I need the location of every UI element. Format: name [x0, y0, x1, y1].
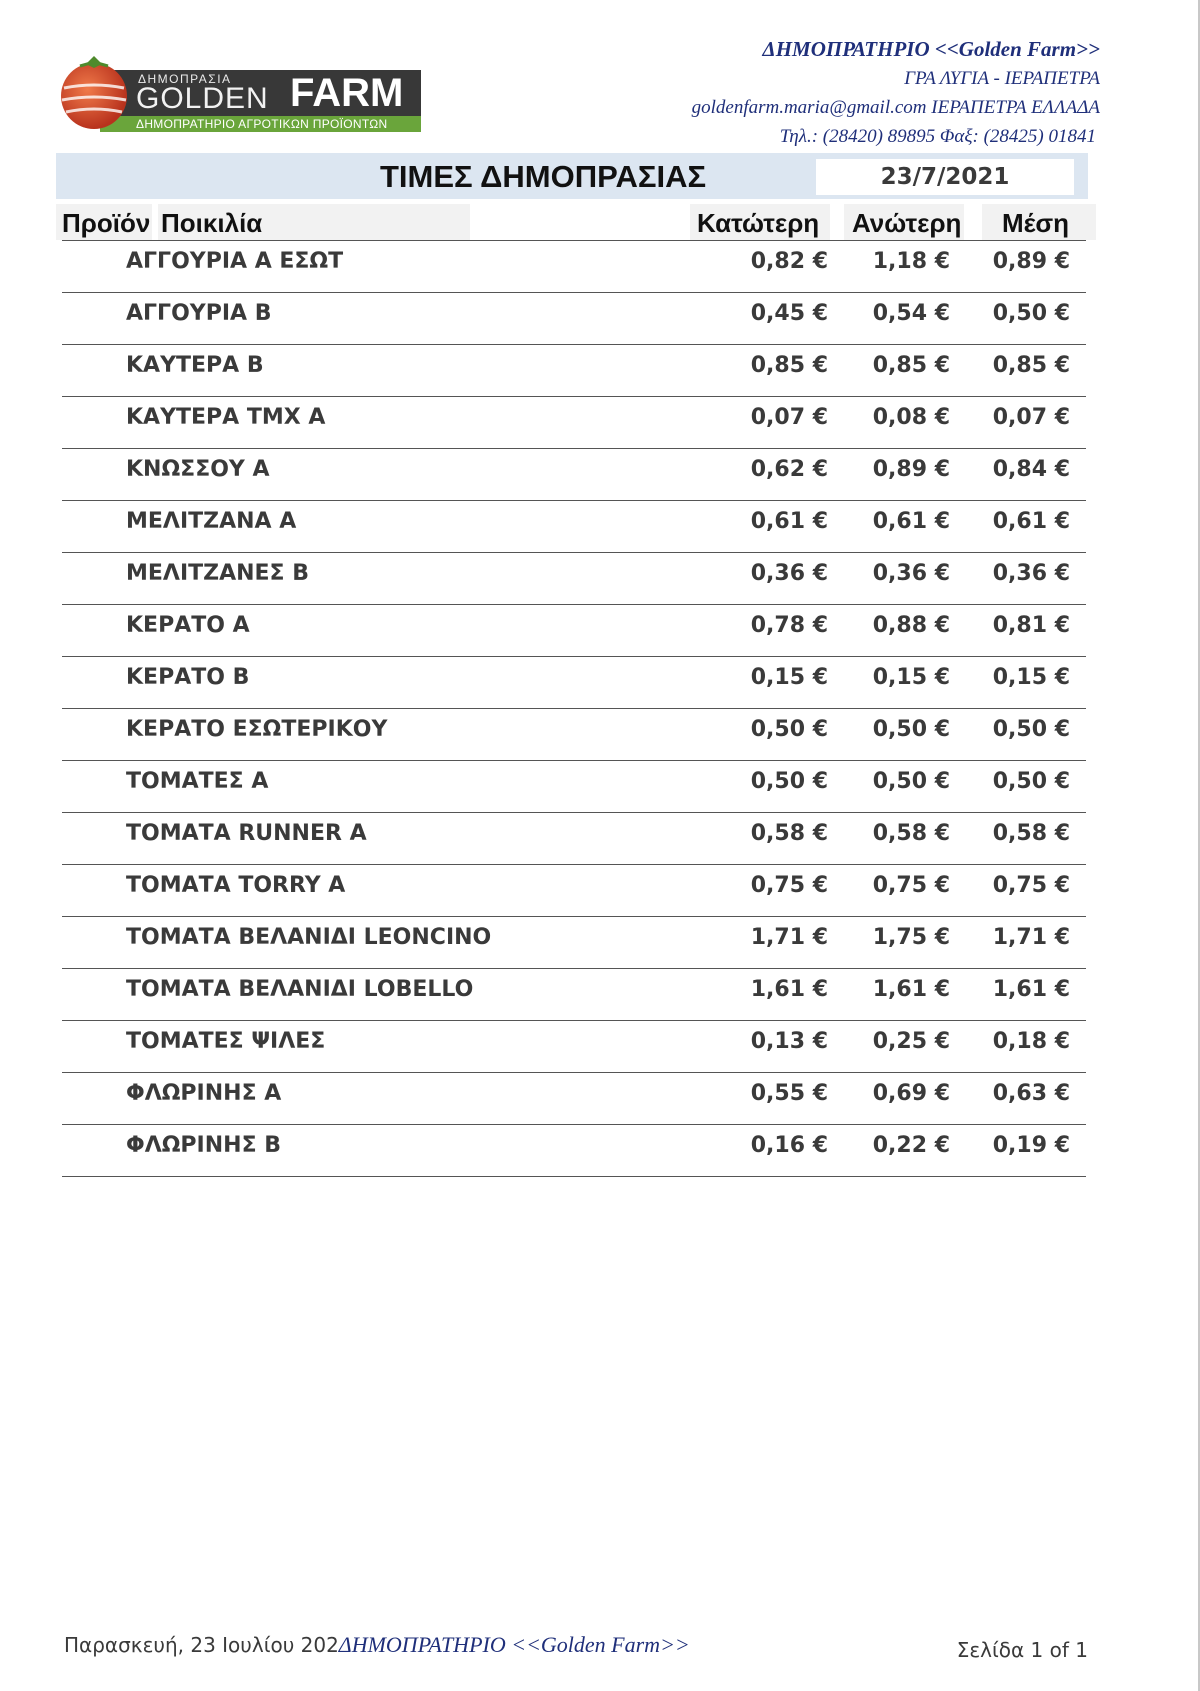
price-high: 0,54 € [872, 301, 950, 326]
product-name: ΚΕΡΑΤΟ ΕΣΩΤΕΡΙΚΟΥ [126, 717, 388, 742]
price-high: 0,88 € [872, 613, 950, 638]
table-row [62, 240, 1086, 293]
table-row [62, 969, 1086, 1021]
price-avg: 0,50 € [992, 717, 1070, 742]
table-row [62, 553, 1086, 605]
price-low: 0,61 € [750, 509, 828, 534]
product-name: ΚΕΡΑΤΟ Α [126, 613, 250, 638]
price-low: 0,50 € [750, 717, 828, 742]
company-name: ΔΗΜΟΠΡΑΤΗΡΙΟ <<Golden Farm>> [762, 37, 1100, 61]
price-high: 0,08 € [872, 405, 950, 430]
price-low: 0,75 € [750, 873, 828, 898]
price-avg: 0,19 € [992, 1133, 1070, 1158]
tomato-icon [56, 52, 136, 132]
price-high: 1,61 € [872, 977, 950, 1002]
price-low: 0,82 € [750, 249, 828, 274]
price-avg: 0,81 € [992, 613, 1070, 638]
table-row [62, 1073, 1086, 1125]
price-high: 0,85 € [872, 353, 950, 378]
company-phone-line: Τηλ.: (28420) 89895 Φαξ: (28425) 01841 [779, 126, 1096, 147]
price-avg: 0,58 € [992, 821, 1070, 846]
table-row [62, 501, 1086, 553]
price-avg: 0,07 € [992, 405, 1070, 430]
table-row [62, 813, 1086, 865]
product-name: ΜΕΛΙΤΖΑΝΕΣ Β [126, 561, 310, 586]
price-avg: 0,63 € [992, 1081, 1070, 1106]
product-name: ΚΑΥΤΕΡΑ ΤΜΧ Α [126, 405, 326, 430]
price-low: 0,55 € [750, 1081, 828, 1106]
table-row [62, 709, 1086, 761]
auction-date: 23/7/2021 [816, 159, 1074, 195]
price-low: 0,07 € [750, 405, 828, 430]
price-high: 0,50 € [872, 717, 950, 742]
price-high: 0,58 € [872, 821, 950, 846]
logo-golden-text: GOLDEN [136, 82, 269, 115]
product-name: ΚΑΥΤΕΡΑ Β [126, 353, 264, 378]
table-row [62, 1021, 1086, 1073]
price-low: 0,78 € [750, 613, 828, 638]
table-row [62, 865, 1086, 917]
product-name: ΤΟΜΑΤΕΣ ΨΙΛΕΣ [126, 1029, 326, 1054]
price-avg: 0,84 € [992, 457, 1070, 482]
footer-date: Παρασκευή, 23 Ιουλίου 202 [64, 1633, 339, 1657]
price-low: 0,45 € [750, 301, 828, 326]
price-low: 0,58 € [750, 821, 828, 846]
table-row [62, 293, 1086, 345]
price-low: 0,50 € [750, 769, 828, 794]
logo-small-text: ΔΗΜΟΠΡΑΣΙΑ [138, 72, 232, 86]
price-avg: 0,75 € [992, 873, 1070, 898]
price-low: 0,13 € [750, 1029, 828, 1054]
footer-left [64, 1632, 690, 1658]
column-header-avg: Μέση [1002, 208, 1070, 238]
product-name: ΤΟΜΑΤΕΣ Α [126, 769, 269, 794]
price-avg: 0,15 € [992, 665, 1070, 690]
price-high: 1,75 € [872, 925, 950, 950]
price-low: 0,85 € [750, 353, 828, 378]
footer-page-number: Σελίδα 1 of 1 [956, 1638, 1088, 1662]
product-name: ΚΕΡΑΤΟ Β [126, 665, 250, 690]
product-name: ΑΓΓΟΥΡΙΑ Α ΕΣΩΤ [126, 249, 344, 274]
price-high: 0,25 € [872, 1029, 950, 1054]
company-address: ΓΡΑ ΛΥΓΙΑ - ΙΕΡΑΠΕΤΡΑ [904, 68, 1100, 89]
table-row [62, 605, 1086, 657]
price-low: 0,16 € [750, 1133, 828, 1158]
price-avg: 0,61 € [992, 509, 1070, 534]
product-name: ΤΟΜΑΤΑ ΒΕΛΑΝΙΔΙ LOBELLO [126, 977, 474, 1002]
price-high: 0,69 € [872, 1081, 950, 1106]
table-row [62, 917, 1086, 969]
price-table [62, 240, 1086, 1177]
product-name: ΚΝΩΣΣΟΥ Α [126, 457, 270, 482]
product-name: ΜΕΛΙΤΖΑΝΑ Α [126, 509, 297, 534]
price-high: 0,50 € [872, 769, 950, 794]
table-row [62, 1125, 1086, 1177]
price-low: 1,61 € [750, 977, 828, 1002]
price-high: 0,22 € [872, 1133, 950, 1158]
price-high: 0,36 € [872, 561, 950, 586]
product-name: ΤΟΜΑΤΑ ΒΕΛΑΝΙΔΙ LEONCINO [126, 925, 492, 950]
column-header-product: Προϊόν [62, 208, 151, 238]
price-low: 1,71 € [750, 925, 828, 950]
table-row [62, 657, 1086, 709]
logo-subtitle: ΔΗΜΟΠΡΑΤΗΡΙΟ ΑΓΡΟΤΙΚΩΝ ΠΡΟΪΟΝΤΩΝ [136, 117, 388, 131]
price-low: 0,36 € [750, 561, 828, 586]
column-header-variety: Ποικιλία [161, 208, 263, 238]
contact-block [692, 34, 1100, 151]
price-low: 0,62 € [750, 457, 828, 482]
company-email-line: goldenfarm.maria@gmail.com ΙΕΡΑΠΕΤΡΑ ΕΛΛΑΔΑ [691, 97, 1100, 118]
logo-farm-text: FARM [290, 71, 404, 115]
product-name: ΤΟΜΑΤΑ RUNNER Α [126, 821, 367, 846]
price-high: 0,75 € [872, 873, 950, 898]
footer-brand: ΔΗΜΟΠΡΑΤΗΡΙΟ <<Golden Farm>> [338, 1632, 690, 1657]
page-title: ΤΙΜΕΣ ΔΗΜΟΠΡΑΣΙΑΣ [380, 159, 707, 194]
price-avg: 0,50 € [992, 769, 1070, 794]
price-high: 0,15 € [872, 665, 950, 690]
price-high: 1,18 € [872, 249, 950, 274]
product-name: ΦΛΩΡΙΝΗΣ Α [126, 1081, 282, 1106]
column-header-high: Ανώτερη [852, 208, 962, 238]
price-high: 0,89 € [872, 457, 950, 482]
table-row [62, 449, 1086, 501]
price-avg: 1,71 € [992, 925, 1070, 950]
price-avg: 0,85 € [992, 353, 1070, 378]
product-name: ΤΟΜΑΤΑ TORRY Α [126, 873, 346, 898]
price-avg: 0,89 € [992, 249, 1070, 274]
price-avg: 0,50 € [992, 301, 1070, 326]
price-high: 0,61 € [872, 509, 950, 534]
price-avg: 1,61 € [992, 977, 1070, 1002]
product-name: ΦΛΩΡΙΝΗΣ Β [126, 1133, 282, 1158]
table-row [62, 761, 1086, 813]
table-row [62, 397, 1086, 449]
table-row [62, 345, 1086, 397]
price-avg: 0,18 € [992, 1029, 1070, 1054]
product-name: ΑΓΓΟΥΡΙΑ Β [126, 301, 272, 326]
price-low: 0,15 € [750, 665, 828, 690]
golden-farm-logo [56, 52, 421, 130]
column-header-low: Κατώτερη [697, 208, 820, 238]
price-avg: 0,36 € [992, 561, 1070, 586]
